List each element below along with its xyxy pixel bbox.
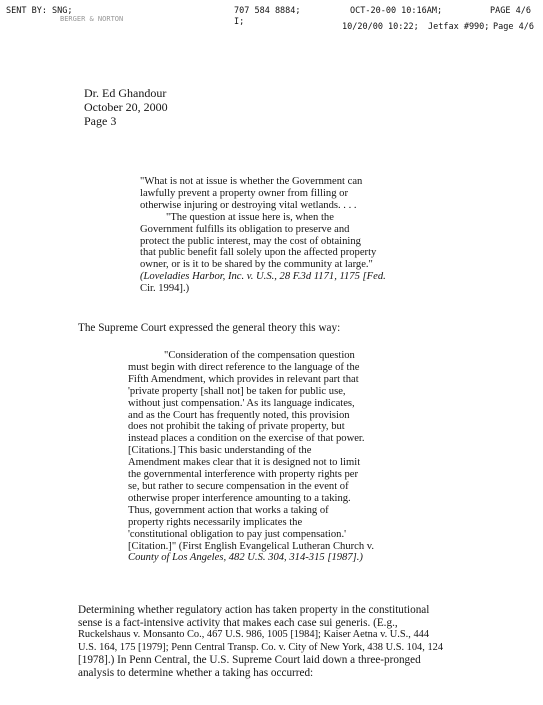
letter-date: October 20, 2000 bbox=[84, 100, 168, 114]
quote-line: 'private property [shall not] be taken for public use, bbox=[128, 385, 346, 397]
paragraph-line: U.S. 164, 175 [1979]; Penn Central Transp. Co. v. City of New York, 438 U.S. 104, 124 bbox=[78, 641, 444, 653]
quote-line: property rights necessarily implicates the bbox=[128, 516, 303, 528]
letter-header bbox=[84, 86, 168, 128]
fax-from-line: BERGER & NORTON bbox=[60, 15, 124, 23]
paragraph-line: [1978].) In Penn Central, the U.S. Supreme Court laid down a three-pronged bbox=[78, 654, 421, 667]
quote-line: that public benefit fall solely upon the affected property bbox=[140, 247, 377, 259]
quote-line: otherwise proper interference amounting to a taking. bbox=[128, 492, 351, 504]
quote-line: Amendment makes clear that it is designed not to limit bbox=[128, 457, 361, 469]
fax-extra: I; bbox=[234, 17, 245, 27]
quote-line: protect the public interest, may the cost of obtaining bbox=[140, 235, 361, 247]
fax-phone: 707 584 8884; bbox=[234, 6, 301, 16]
citation-line: Cir. 1994].) bbox=[140, 283, 190, 295]
quote-line: instead places a condition on the exercise of that power. bbox=[128, 433, 365, 445]
paragraph-line: analysis to determine whether a taking has occurred: bbox=[78, 666, 314, 679]
quote-line: otherwise injuring or destroying vital wetlands. . . . bbox=[140, 199, 357, 211]
quote-line: does not prohibit the taking of private property, but bbox=[128, 421, 345, 433]
fax-page-2: Page 4/6 bbox=[493, 22, 534, 32]
quote-line: must begin with direct reference to the language of the bbox=[128, 361, 360, 373]
paragraph-line: Determining whether regulatory action has taken property in the constitutional bbox=[78, 604, 430, 616]
quote-line: 'constitutional obligation to pay just compensation.' bbox=[128, 528, 347, 540]
quote-line bbox=[140, 212, 386, 224]
quote-line bbox=[128, 350, 374, 362]
paragraph-line: Ruckelshaus v. Monsanto Co., 467 U.S. 986, 1005 [1984]; Kaiser Aetna v. U.S., 444 bbox=[78, 629, 430, 641]
fax-sent-by: SENT BY: SNG; bbox=[6, 6, 73, 16]
quote-line: without just compensation.' As its language indicates, bbox=[128, 397, 355, 409]
quote-line: the governmental interference with property rights per bbox=[128, 469, 359, 481]
recipient-name: Dr. Ed Ghandour bbox=[84, 86, 167, 100]
block-quote-loveladies bbox=[140, 176, 386, 295]
quote-line: and as the Court has frequently noted, this provision bbox=[128, 409, 350, 421]
quote-line: Fifth Amendment, which provides in relevant part that bbox=[128, 373, 359, 385]
intro-sentence: The Supreme Court expressed the general theory this way: bbox=[78, 322, 341, 334]
page-number: Page 3 bbox=[84, 114, 117, 128]
paragraph-regulatory-taking bbox=[78, 604, 443, 680]
quote-line: [Citations.] This basic understanding of the bbox=[128, 445, 312, 457]
paragraph-line: sense is a fact-intensive activity that makes each case sui generis. (E.g., bbox=[78, 616, 398, 629]
quote-line-text: "Consideration of the compensation question bbox=[164, 350, 355, 361]
fax-date-2: 10/20/00 10:22; bbox=[342, 22, 419, 32]
quote-line: Thus, government action that works a taking of bbox=[128, 504, 329, 516]
quote-line: lawfully prevent a property owner from filling or bbox=[140, 187, 348, 199]
citation-line: (Loveladies Harbor, Inc. v. U.S., 28 F.3d 1171, 1175 [Fed. bbox=[140, 271, 386, 283]
quote-line: se, but rather to secure compensation in the event of bbox=[128, 480, 349, 492]
fax-date-1: OCT-20-00 10:16AM; bbox=[350, 6, 443, 16]
citation-line: County of Los Angeles, 482 U.S. 304, 314-315 [1987].) bbox=[128, 552, 363, 564]
quote-line-text: "The question at issue here is, when the bbox=[166, 211, 334, 223]
quote-line: Government fulfills its obligation to preserve and bbox=[140, 223, 350, 235]
block-quote-first-english bbox=[128, 350, 374, 564]
fax-jetfax: Jetfax #990; bbox=[428, 22, 490, 32]
quote-line: owner, or is it to be shared by the community at large." bbox=[140, 259, 373, 271]
fax-page-1: PAGE 4/6 bbox=[490, 6, 531, 16]
quote-line: "What is not at issue is whether the Government can bbox=[140, 176, 363, 187]
citation-line: [Citation.]" (First English Evangelical Lutheran Church v. bbox=[128, 540, 375, 552]
